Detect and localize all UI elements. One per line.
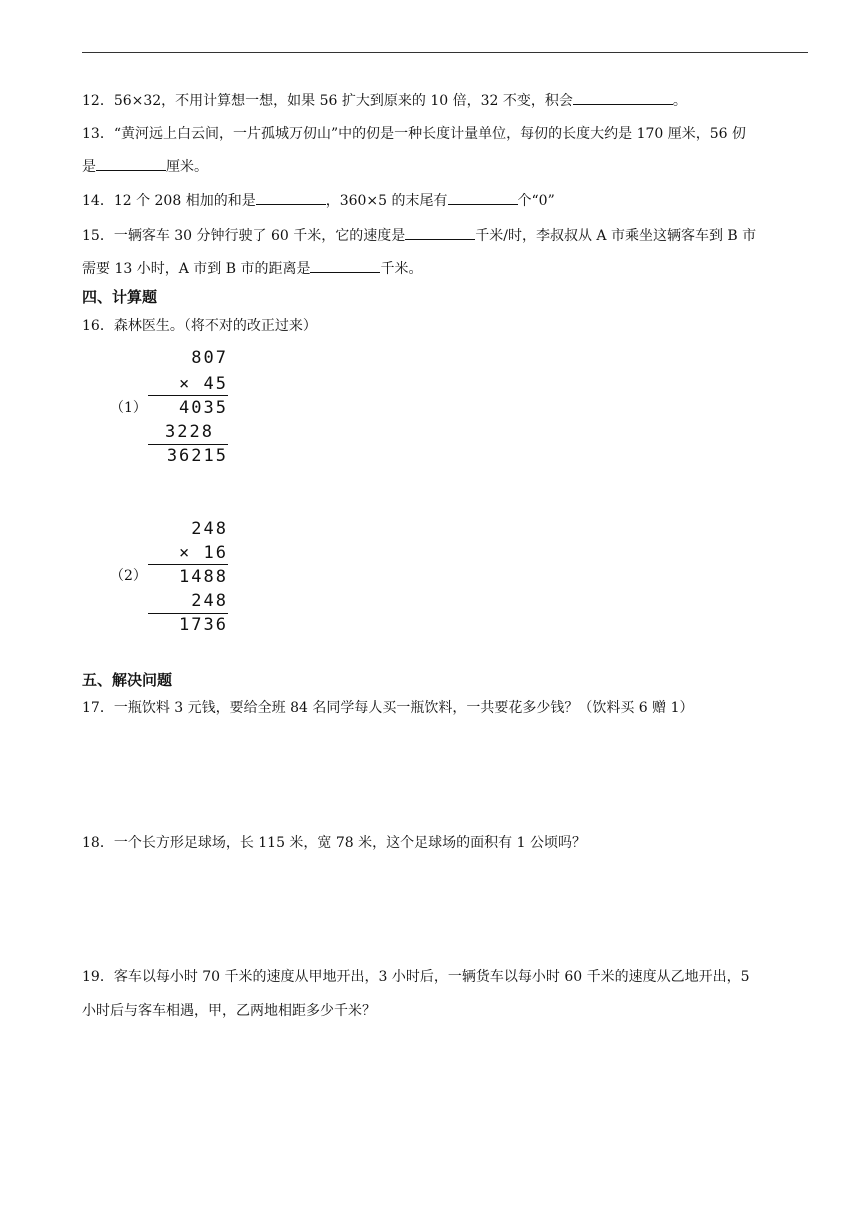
answer-blank[interactable] (310, 258, 380, 273)
question-12 (82, 90, 687, 111)
question-13-line-2 (82, 156, 208, 177)
question-15-line-1 (82, 225, 756, 246)
answer-blank[interactable] (448, 190, 518, 205)
question-12-text: 12．56×32，不用计算想一想，如果 56 扩大到原来的 10 倍，32 不变，积会 (82, 93, 573, 109)
question-14-text-c: 个“0” (517, 193, 555, 209)
calc-row: 4035 (179, 398, 228, 418)
question-12-end: 。 (672, 93, 687, 109)
calc-row: 36215 (166, 446, 228, 466)
calc-row: 1488 (179, 567, 228, 587)
question-15-text-a: 15．一辆客车 30 分钟行驶了 60 千米，它的速度是 (82, 228, 406, 244)
calc-row: × 45 (179, 374, 228, 394)
calc-row: × 16 (179, 543, 228, 563)
calc-row: 3228 (165, 422, 214, 442)
section-heading-word-problems: 五、解决问题 (82, 671, 173, 689)
calc-row: 248 (191, 591, 228, 611)
vertical-multiplication-1 (140, 347, 228, 472)
question-15-text-b: 千米/时，李叔叔从 A 市乘坐这辆客车到 B 市 (475, 228, 757, 244)
calc-row: 807 (191, 348, 228, 368)
calc-line (148, 564, 228, 565)
question-14-text-b: ，360×5 的末尾有 (325, 193, 448, 209)
question-14 (82, 190, 555, 211)
calc-row: 1736 (179, 615, 228, 635)
question-15-text-d: 千米。 (380, 261, 423, 277)
answer-blank[interactable] (96, 156, 166, 171)
question-19-line-2: 小时后与客车相遇，甲，乙两地相距多少千米？ (82, 1003, 376, 1019)
question-17: 17．一瓶饮料 3 元钱，要给全班 84 名同学每人买一瓶饮料，一共要花多少钱？（饮料买 6 赠 1） (82, 700, 694, 716)
question-14-text-a: 14．12 个 208 相加的和是 (82, 193, 256, 209)
section-heading-calculation: 四、计算题 (82, 288, 158, 306)
vertical-multiplication-2 (140, 518, 228, 643)
header-rule (82, 52, 808, 53)
question-16: 16．森林医生。（将不对的改正过来） (82, 318, 317, 334)
answer-blank[interactable] (405, 225, 475, 240)
question-13-text-b: 厘米。 (166, 159, 208, 175)
answer-blank[interactable] (573, 90, 673, 105)
question-13-text-a: 是 (82, 159, 96, 175)
question-15-line-2 (82, 258, 422, 279)
calc-2-label: （2） (110, 568, 147, 584)
answer-blank[interactable] (256, 190, 326, 205)
calc-1-label: （1） (110, 400, 147, 416)
question-19-line-1: 19．客车以每小时 70 千米的速度从甲地开出，3 小时后，一辆货车以每小时 60 千米的速度从乙地开出，5 (82, 969, 750, 985)
question-18: 18．一个长方形足球场，长 115 米，宽 78 米，这个足球场的面积有 1 公顷吗？ (82, 835, 586, 851)
question-15-text-c: 需要 13 小时，A 市到 B 市的距离是 (82, 261, 311, 277)
calc-line (148, 395, 228, 396)
calc-row: 248 (191, 519, 228, 539)
question-13-line-1: 13．“黄河远上白云间，一片孤城万仞山”中的仞是一种长度计量单位，每仞的长度大约是 170 厘米，56 仞 (82, 126, 747, 142)
